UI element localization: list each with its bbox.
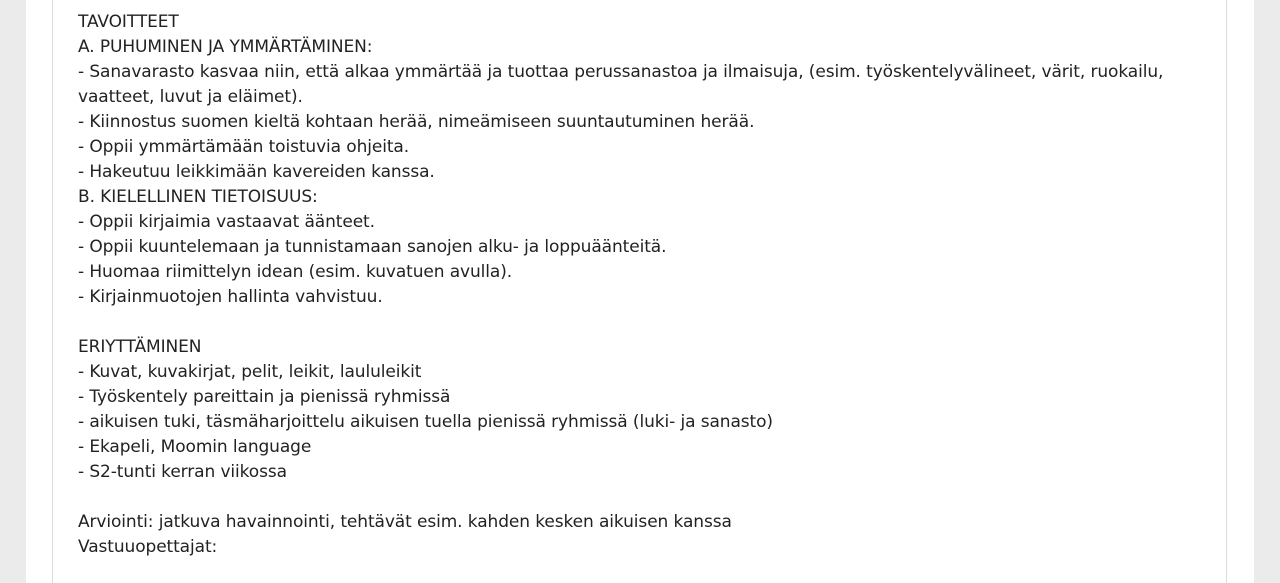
goals-heading: TAVOITTEET [78,12,179,32]
list-item: - Työskentely pareittain ja pienissä ryhmissä [78,387,451,407]
list-item: - Kuvat, kuvakirjat, pelit, leikit, laululeikit [78,362,422,382]
page-sheet [26,0,1254,583]
responsible-teachers-text: Vastuuopettajat: [78,537,218,557]
list-item: - Oppii kuuntelemaan ja tunnistamaan sanojen alku- ja loppuäänteitä. [78,237,667,257]
list-item: - Kiinnostus suomen kieltä kohtaan herää, nimeämiseen suuntautuminen herää. [78,112,755,132]
assessment-text: Arviointi: jatkuva havainnointi, tehtävät esim. kahden kesken aikuisen kanssa [78,512,732,532]
section-a-heading: A. PUHUMINEN JA YMMÄRTÄMINEN: [78,37,373,57]
list-item: - Sanavarasto kasvaa niin, että alkaa ymmärtää ja tuottaa perussanastoa ja ilmaisuja, (esim. työskentelyvälineet, värit, ruokailu, vaatteet, luvut ja eläimet). [78,62,1164,107]
list-item: - aikuisen tuki, täsmäharjoittelu aikuisen tuella pienissä ryhmissä (luki- ja sanasto) [78,412,773,432]
document-text [78,10,1198,560]
document-content [52,0,1227,583]
list-item: - Kirjainmuotojen hallinta vahvistuu. [78,287,383,307]
list-item: - Oppii ymmärtämään toistuvia ohjeita. [78,137,410,157]
spacer [78,485,1198,510]
list-item: - Huomaa riimittelyn idean (esim. kuvatuen avulla). [78,262,513,282]
differentiation-heading: ERIYTTÄMINEN [78,337,202,357]
list-item: - Hakeutuu leikkimään kavereiden kanssa. [78,162,435,182]
list-item: - Ekapeli, Moomin language [78,437,312,457]
section-b-heading: B. KIELELLINEN TIETOISUUS: [78,187,318,207]
list-item: - S2-tunti kerran viikossa [78,462,287,482]
list-item: - Oppii kirjaimia vastaavat äänteet. [78,212,375,232]
spacer [78,310,1198,335]
